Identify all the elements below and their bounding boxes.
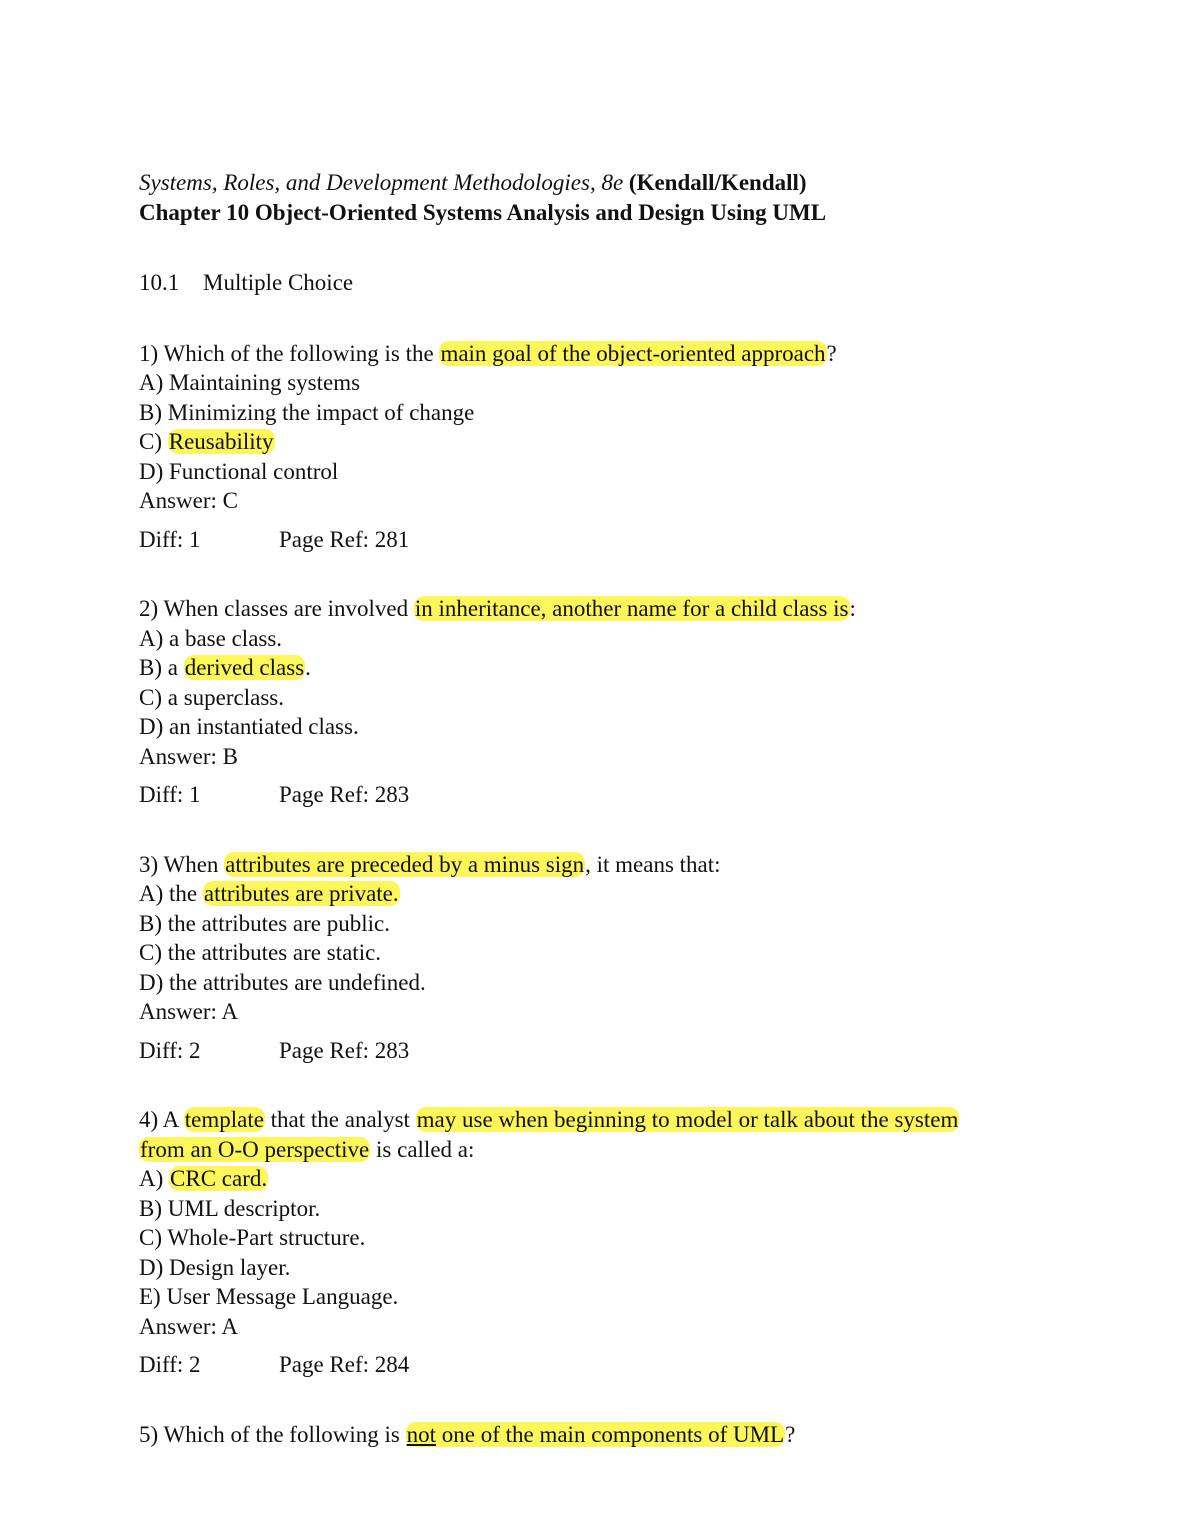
chapter-title: Chapter 10 Object-Oriented Systems Analysis and Design Using UML [139, 199, 827, 225]
option-a: A) Maintaining systems [139, 370, 361, 395]
option-a: A) the attributes are private. [139, 881, 399, 906]
question-stem: 5) Which of the following is not one of the main components of UML? [139, 1421, 796, 1447]
option-c: C) Reusability [139, 429, 274, 454]
difficulty: Diff: 1 [139, 526, 201, 552]
answer: Answer: A [139, 999, 239, 1024]
answer: Answer: B [139, 743, 239, 769]
page-ref: Page Ref: 281 [279, 526, 410, 552]
difficulty: Diff: 2 [139, 1037, 201, 1063]
highlight: template [184, 1107, 264, 1132]
underlined-word: not [406, 1421, 436, 1447]
answer: Answer: C [139, 488, 239, 513]
difficulty-page-ref [139, 780, 1079, 810]
page-ref: Page Ref: 283 [279, 1037, 410, 1063]
section-heading [139, 268, 1079, 298]
question-stem: 4) A template that the analyst may use when beginning to model or talk about the system [139, 1107, 959, 1132]
question-1 [139, 339, 1079, 555]
document-header [139, 168, 1079, 198]
difficulty: Diff: 1 [139, 782, 201, 807]
book-authors: (Kendall/Kendall) [628, 170, 807, 195]
highlight: in inheritance, another name for a child class is [414, 596, 849, 621]
option-c: C) the attributes are static. [139, 940, 382, 965]
highlight: derived class [184, 655, 305, 680]
question-4 [139, 1105, 1079, 1380]
option-b: B) the attributes are public. [139, 910, 391, 936]
highlight: main goal of the object-oriented approach [440, 340, 826, 366]
highlight: attributes are preceded by a minus sign [225, 851, 585, 877]
highlight: may use when beginning to model or talk about the system [416, 1107, 959, 1132]
question-3 [139, 850, 1079, 1066]
answer: Answer: A [139, 1313, 239, 1339]
question-stem: 2) When classes are involved in inheritance, another name for a child class is: [139, 596, 856, 621]
highlight: not one of the main components of UML [406, 1421, 785, 1447]
option-b: B) a derived class. [139, 655, 311, 680]
question-stem-continued: from an O-O perspective is called a: [140, 1136, 475, 1162]
question-2 [139, 594, 1079, 810]
option-b: B) UML descriptor. [139, 1195, 321, 1221]
highlight: attributes are private. [203, 881, 399, 906]
document-page [139, 168, 1079, 1449]
option-d: D) an instantiated class. [139, 714, 359, 739]
option-a: A) CRC card. [139, 1166, 268, 1191]
question-stem: 1) Which of the following is the main goal of the object-oriented approach? [139, 340, 837, 366]
option-a: A) a base class. [139, 625, 283, 651]
page-ref: Page Ref: 283 [279, 782, 410, 807]
section-title: Multiple Choice [203, 270, 354, 295]
option-e: E) User Message Language. [139, 1284, 399, 1309]
section-number: 10.1 [139, 270, 180, 295]
option-b: B) Minimizing the impact of change [139, 399, 475, 425]
book-title: Systems, Roles, and Development Methodologies, 8e [139, 170, 624, 195]
difficulty: Diff: 2 [139, 1352, 201, 1377]
difficulty-page-ref [139, 1036, 1079, 1066]
difficulty-page-ref [139, 525, 1079, 555]
highlight: CRC card. [170, 1166, 268, 1191]
option-d: D) Design layer. [139, 1254, 291, 1280]
question-stem: 3) When attributes are preceded by a minus sign, it means that: [139, 851, 721, 877]
highlight: from an O-O perspective [140, 1136, 370, 1162]
page-ref: Page Ref: 284 [279, 1352, 410, 1377]
difficulty-page-ref [139, 1350, 1079, 1380]
option-d: D) the attributes are undefined. [139, 969, 426, 995]
question-5 [139, 1420, 1079, 1450]
option-c: C) a superclass. [139, 684, 284, 710]
option-c: C) Whole-Part structure. [139, 1225, 366, 1250]
highlight: Reusability [168, 429, 274, 454]
option-d: D) Functional control [139, 458, 339, 484]
